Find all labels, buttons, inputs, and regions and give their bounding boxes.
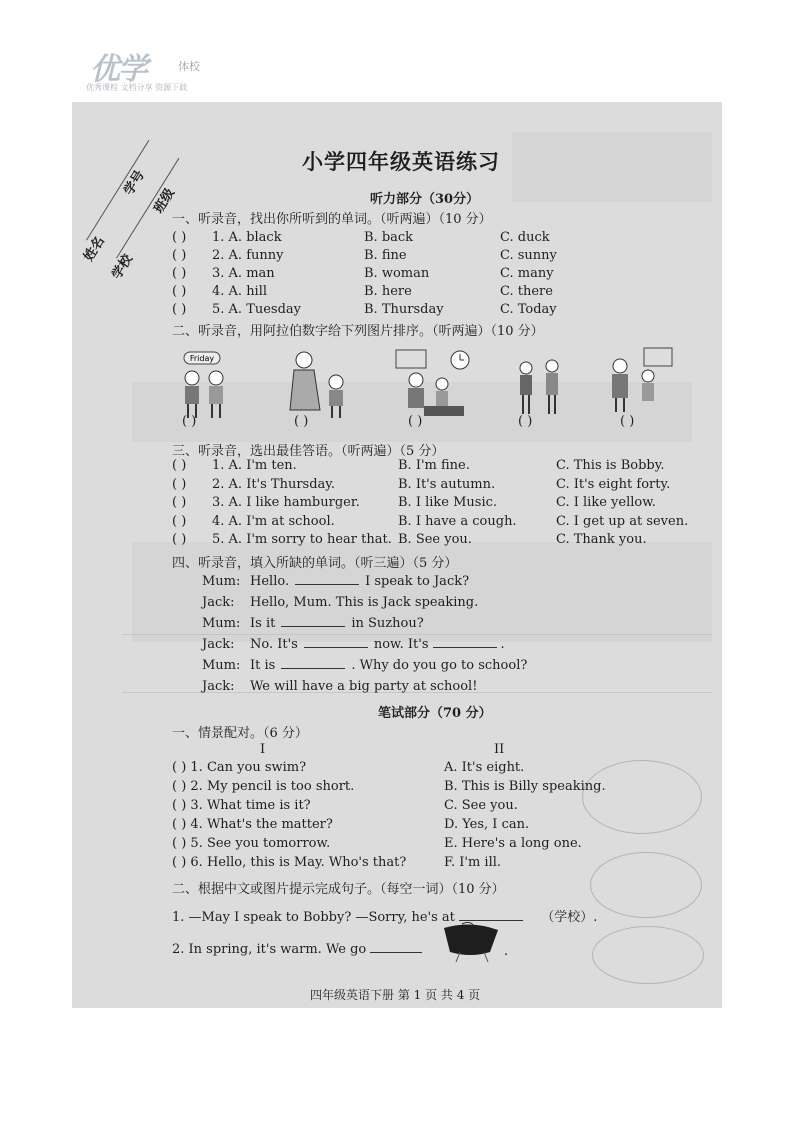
matching-question: ( ) 2. My pencil is too short. (172, 779, 355, 794)
page-title: 小学四年级英语练习 (302, 149, 500, 174)
column-one-header: I (260, 742, 266, 757)
matching-answer: F. I'm ill. (444, 855, 502, 870)
matching-question: ( ) 1. Can you swim? (172, 760, 307, 775)
completion-question-2 (172, 942, 422, 957)
site-logo (86, 42, 246, 102)
option-b: B. Thursday (364, 302, 444, 317)
writing-heading: 笔试部分（70 分） (378, 706, 492, 721)
answer-paren: ( ) (172, 476, 187, 492)
speaker: Mum: (202, 574, 241, 589)
picture-answer-paren: ( ) (408, 414, 423, 429)
picture-answer-paren: ( ) (518, 414, 533, 429)
dialogue-text: It is (250, 658, 276, 673)
option-c: C. I get up at seven. (556, 513, 689, 529)
answer-paren: ( ) (172, 248, 187, 263)
logo-slogan: 优秀课程 文档分享 资源下载 (86, 83, 188, 92)
picture-answer-paren: ( ) (294, 414, 309, 429)
picture-answer-paren: ( ) (620, 414, 635, 429)
answer-blank[interactable] (281, 626, 345, 627)
picture-answer-paren: ( ) (182, 414, 197, 429)
bleed-through-shape (512, 132, 712, 202)
answer-blank[interactable] (304, 647, 368, 648)
option-c: C. I like yellow. (556, 495, 656, 510)
matching-answer: A. It's eight. (444, 760, 525, 775)
dialogue-line (202, 616, 424, 631)
logo-side-text: 体校 (178, 60, 200, 73)
question-1-hint: （学校）. (541, 910, 598, 925)
picture-woman-and-child (284, 348, 354, 420)
option-b: B. here (364, 284, 412, 299)
option-c: C. Thank you. (556, 532, 647, 547)
dialogue-text: No. It's (250, 637, 298, 652)
option-c: C. many (500, 266, 554, 281)
matching-answer: E. Here's a long one. (444, 836, 582, 851)
option-b: B. I have a cough. (398, 513, 517, 529)
school-label: 学校 (109, 252, 136, 283)
answer-paren: ( ) (172, 458, 187, 473)
option-a: 2. A. funny (212, 248, 284, 263)
matching-answer: C. See you. (444, 798, 518, 813)
speaker: Jack: (202, 595, 235, 610)
answer-paren: ( ) (172, 495, 187, 510)
option-c: C. duck (500, 230, 550, 245)
matching-answer: B. This is Billy speaking. (444, 779, 606, 794)
option-a: 5. A. Tuesday (212, 302, 302, 317)
answer-blank[interactable] (295, 584, 359, 585)
matching-question: ( ) 3. What time is it? (172, 798, 311, 813)
picture-family-group (606, 346, 676, 418)
option-b: B. I like Music. (398, 495, 498, 510)
answer-paren: ( ) (172, 284, 187, 299)
answer-paren: ( ) (172, 266, 187, 281)
dialogue-line (202, 679, 477, 694)
option-b: B. woman (364, 266, 430, 281)
option-a: 1. A. black (212, 230, 282, 245)
picture-boat-hint (440, 922, 502, 964)
dialogue-text: Is it (250, 616, 276, 631)
option-c: C. sunny (500, 248, 557, 263)
speaker: Jack: (202, 637, 235, 652)
question-2-end: . (504, 944, 509, 959)
matching-question: ( ) 6. Hello, this is May. Who's that? (172, 855, 407, 870)
part3-heading: 三、听录音，选出最佳答语。（听两遍）（5 分） (172, 444, 445, 459)
answer-paren: ( ) (172, 302, 187, 317)
dialogue-text: Hello. (250, 574, 290, 589)
speaker: Jack: (202, 679, 235, 694)
dialogue-line (202, 595, 478, 610)
option-c: C. It's eight forty. (556, 476, 671, 492)
option-a: 4. A. I'm at school. (212, 513, 335, 529)
name-label: 姓名 (81, 234, 108, 265)
option-a: 1. A. I'm ten. (212, 458, 297, 473)
dialogue-text: . Why do you go to school? (351, 658, 528, 673)
question-2-text: 2. In spring, it's warm. We go (172, 942, 367, 957)
dialogue-text: . (500, 637, 505, 652)
matching-question: ( ) 5. See you tomorrow. (172, 836, 331, 851)
option-a: 3. A. I like hamburger. (212, 495, 360, 510)
matching-answer: D. Yes, I can. (444, 817, 530, 832)
bleed-through-line (122, 634, 712, 635)
option-b: B. See you. (398, 532, 472, 547)
answer-paren: ( ) (172, 230, 187, 245)
dialogue-text: Hello, Mum. This is Jack speaking. (250, 595, 479, 610)
matching-heading: 一、情景配对。（6 分） (172, 726, 308, 741)
option-a: 5. A. I'm sorry to hear that. (212, 532, 392, 547)
matching-question: ( ) 4. What's the matter? (172, 817, 333, 832)
dialogue-line (202, 574, 469, 589)
question-1-text: 1. —May I speak to Bobby? —Sorry, he's at (172, 910, 455, 925)
option-c: C. Today (500, 302, 557, 317)
answer-blank[interactable] (433, 647, 497, 648)
option-a: 2. A. It's Thursday. (212, 476, 336, 492)
bleed-through-bubble (592, 926, 704, 984)
answer-blank[interactable] (281, 668, 345, 669)
dialogue-text: I speak to Jack? (365, 574, 470, 589)
answer-blank[interactable] (370, 952, 422, 953)
part4-heading: 四、听录音，填入所缺的单词。（听三遍）（5 分） (172, 556, 458, 571)
answer-blank[interactable] (459, 920, 523, 921)
column-two-header: II (494, 742, 505, 757)
option-a: 3. A. man (212, 266, 275, 281)
option-b: B. I'm fine. (398, 458, 470, 473)
completion-heading: 二、根据中文或图片提示完成句子。（每空一词）（10 分） (172, 882, 505, 897)
logo-mark: 优学 (90, 52, 146, 87)
answer-paren: ( ) (172, 513, 187, 529)
dialogue-text: now. It's (373, 637, 429, 652)
dialogue-line (202, 658, 527, 673)
picture-classroom (394, 348, 474, 420)
friday-bubble-text: Friday (189, 354, 215, 363)
part2-heading: 二、听录音，用阿拉伯数字给下列图片排序。（听两遍）（10 分） (172, 324, 544, 339)
completion-question-1 (172, 906, 597, 925)
option-b: B. fine (364, 248, 407, 263)
option-b: B. It's autumn. (398, 476, 496, 492)
page-footer: 四年级英语下册 第 1 页 共 4 页 (310, 988, 481, 1002)
speaker: Mum: (202, 658, 241, 673)
option-a: 4. A. hill (212, 284, 268, 299)
dialogue-text: We will have a big party at school! (250, 679, 478, 694)
dialogue-text: in Suzhou? (351, 616, 424, 631)
exam-paper-photo (72, 102, 722, 1008)
student-number-label: 学号 (121, 168, 148, 199)
part1-heading: 一、听录音，找出你所听到的单词。（听两遍）（10 分） (172, 212, 492, 227)
option-b: B. back (364, 230, 414, 245)
answer-paren: ( ) (172, 532, 187, 547)
bleed-through-bubble (582, 760, 702, 834)
option-c: C. This is Bobby. (556, 458, 665, 473)
picture-two-children-friday (172, 350, 242, 422)
listening-heading: 听力部分（30分） (370, 192, 480, 207)
dialogue-line (202, 637, 505, 652)
option-c: C. there (500, 284, 553, 299)
speaker: Mum: (202, 616, 241, 631)
class-label: 班级 (151, 186, 178, 217)
bleed-through-bubble (590, 852, 702, 918)
